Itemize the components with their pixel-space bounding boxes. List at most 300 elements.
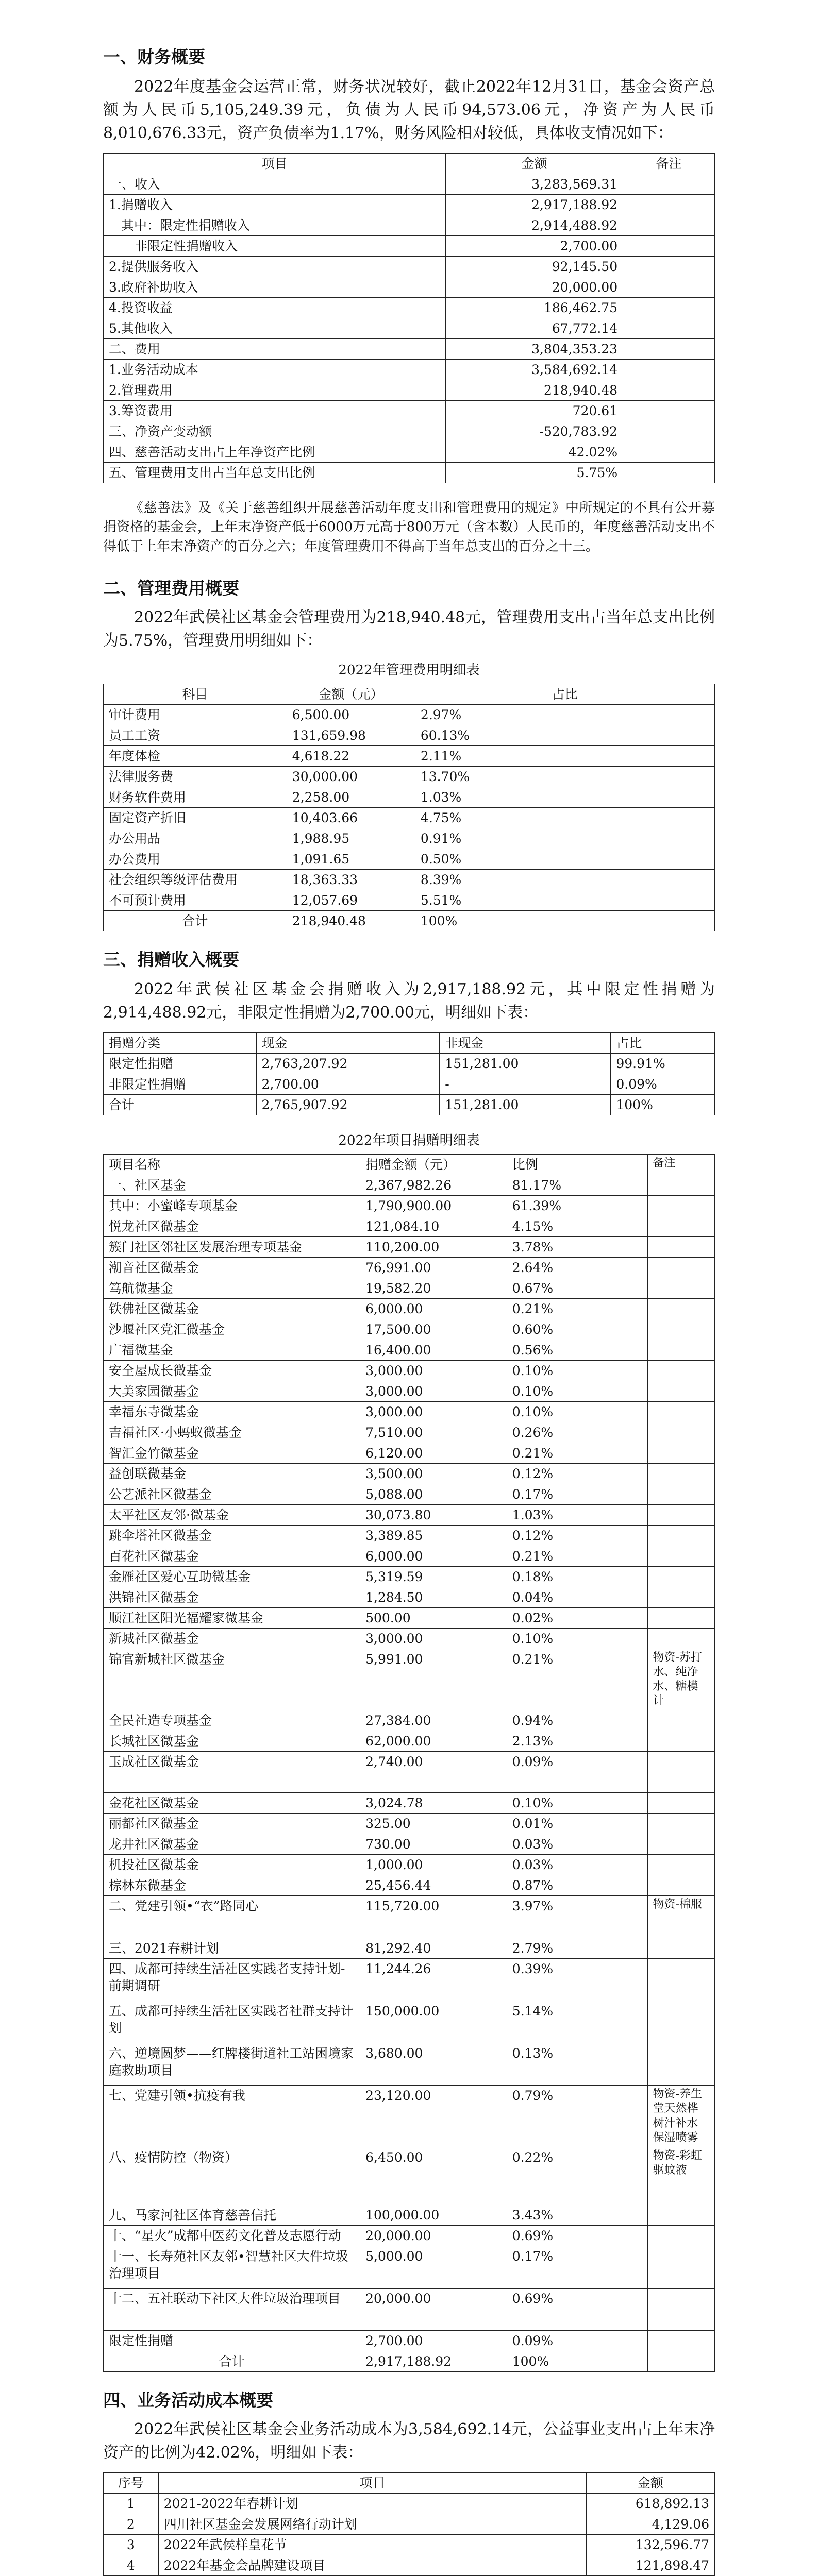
table-cell: 100% [415, 911, 714, 931]
table-row [104, 828, 715, 849]
table-row [104, 318, 715, 338]
table-row [104, 1401, 715, 1422]
column-header: 备注 [623, 153, 715, 174]
table-cell: 6,000.00 [360, 1298, 507, 1319]
table-row [104, 2494, 715, 2514]
table-row [104, 2086, 715, 2147]
table-cell: 81,292.40 [360, 1938, 507, 1959]
mgmt-paragraph: 2022年武侯社区基金会管理费用为218,940.48元，管理费用支出占当年总支出比例为5.75%，管理费用明细如下： [103, 608, 715, 650]
table-cell: 0.60% [507, 1319, 647, 1340]
table-cell: 2021-2022年春耕计划 [158, 2494, 586, 2514]
table-cell: 0.79% [507, 2086, 647, 2147]
table-cell: 25,456.44 [360, 1875, 507, 1896]
business-cost-table [103, 2472, 715, 2576]
column-header: 现金 [256, 1032, 440, 1053]
table-cell: 幸福东寺微基金 [104, 1401, 360, 1422]
table-cell [647, 1587, 714, 1607]
table-row [104, 2147, 715, 2205]
table-cell [647, 1855, 714, 1875]
table-cell: 99.91% [611, 1053, 715, 1074]
table-cell [623, 318, 715, 338]
table-cell [647, 1484, 714, 1504]
table-cell: 2,917,188.92 [446, 194, 623, 215]
table-row [104, 2225, 715, 2246]
table-cell: 2,700.00 [360, 2330, 507, 2351]
column-header: 项目 [104, 153, 446, 174]
table-cell: 0.09% [507, 2330, 647, 2351]
table-row [104, 1607, 715, 1628]
table-row [104, 1896, 715, 1938]
table-cell: 0.12% [507, 1525, 647, 1546]
table-row [104, 2555, 715, 2576]
table-cell: 物资-棉服 [647, 1896, 714, 1938]
table-cell: 62,000.00 [360, 1731, 507, 1752]
table-cell: 其中：小蜜峰专项基金 [104, 1195, 360, 1216]
table-cell: 151,281.00 [440, 1094, 611, 1115]
table-cell: 0.09% [611, 1074, 715, 1094]
table-cell: 5,000.00 [360, 2246, 507, 2288]
table-cell: 150,000.00 [360, 2001, 507, 2043]
table-cell: 23,120.00 [360, 2086, 507, 2147]
table-row [104, 256, 715, 277]
table-cell: 186,462.75 [446, 297, 623, 318]
table-cell: 笃航微基金 [104, 1278, 360, 1298]
table-cell [647, 1566, 714, 1587]
table-cell: 十一、长寿苑社区友邻•智慧社区大件垃圾治理项目 [104, 2246, 360, 2288]
table-cell: 丽都社区微基金 [104, 1814, 360, 1834]
table-row [104, 1814, 715, 1834]
table-cell: 6,450.00 [360, 2147, 507, 2205]
table-cell [647, 1628, 714, 1649]
table-row [104, 1278, 715, 1298]
table-cell: 3.97% [507, 1896, 647, 1938]
table-cell: 年度体检 [104, 746, 287, 767]
table-cell: 0.10% [507, 1381, 647, 1401]
table-row [104, 215, 715, 235]
table-row [104, 1340, 715, 1360]
table-cell: 七、党建引领•抗疫有我 [104, 2086, 360, 2147]
table-cell [647, 1463, 714, 1484]
table-cell: 益创联微基金 [104, 1463, 360, 1484]
business-heading: 四、业务活动成本概要 [103, 2389, 273, 2410]
table-row [104, 2351, 715, 2371]
table-cell: 0.69% [507, 2288, 647, 2330]
table-cell [647, 1607, 714, 1628]
table-cell [647, 2330, 714, 2351]
table-cell: 铁佛社区微基金 [104, 1298, 360, 1319]
table-cell [507, 1772, 647, 1793]
table-cell: 1,790,900.00 [360, 1195, 507, 1216]
table-cell: 1,091.65 [287, 849, 415, 870]
table-cell: 2.11% [415, 746, 714, 767]
table-cell [647, 2225, 714, 2246]
column-header: 金额 [586, 2473, 714, 2494]
table-cell: 办公费用 [104, 849, 287, 870]
table-row [104, 1628, 715, 1649]
table-cell: 2.13% [507, 1731, 647, 1752]
table-cell: 四川社区基金会发展网络行动计划 [158, 2514, 586, 2535]
table-cell: 2022年武侯样皇花节 [158, 2535, 586, 2555]
table-cell [623, 421, 715, 442]
table-cell: 6,000.00 [360, 1546, 507, 1566]
table-row [104, 400, 715, 421]
table-cell [647, 1175, 714, 1195]
table-cell: 1,284.50 [360, 1587, 507, 1607]
table-cell: 3,804,353.23 [446, 338, 623, 359]
table-row [104, 1381, 715, 1401]
table-cell [647, 1731, 714, 1752]
table-cell [623, 359, 715, 380]
table-row [104, 2330, 715, 2351]
donation-heading: 三、捐赠收入概要 [103, 950, 239, 970]
table-row [104, 2043, 715, 2086]
table-cell [623, 400, 715, 421]
table-cell: 2,763,207.92 [256, 1053, 440, 1074]
table-cell: 0.04% [507, 1587, 647, 1607]
table-cell: 2.97% [415, 705, 714, 725]
table-cell: 龙井社区微基金 [104, 1834, 360, 1855]
table-cell: 20,000.00 [446, 277, 623, 297]
table-cell: 2,700.00 [446, 235, 623, 256]
table-cell [647, 1298, 714, 1319]
column-header: 项目名称 [104, 1154, 360, 1175]
table-row [104, 1731, 715, 1752]
table-cell: 1,988.95 [287, 828, 415, 849]
table-row [104, 2246, 715, 2288]
project-donation-table [103, 1154, 715, 2372]
table-cell: 0.10% [507, 1360, 647, 1381]
table-cell: 四、慈善活动支出占上年净资产比例 [104, 442, 446, 462]
table-cell: 4.15% [507, 1216, 647, 1236]
table-row [104, 1855, 715, 1875]
table-cell: 审计费用 [104, 705, 287, 725]
table-row [104, 890, 715, 911]
table-cell: 132,596.77 [586, 2535, 714, 2555]
table-row [104, 746, 715, 767]
table-cell [647, 1257, 714, 1278]
table-row [104, 462, 715, 483]
table-row [104, 1053, 715, 1074]
table-cell: 20,000.00 [360, 2225, 507, 2246]
table-cell: 4.投资收益 [104, 297, 446, 318]
table-cell: 3.政府补助收入 [104, 277, 446, 297]
table-cell: 0.39% [507, 1959, 647, 2001]
table-cell: 2.提供服务收入 [104, 256, 446, 277]
table-cell: 10,403.66 [287, 808, 415, 828]
table-cell: 2.79% [507, 1938, 647, 1959]
table-cell: 全民社造专项基金 [104, 1710, 360, 1731]
table-cell [647, 1278, 714, 1298]
table-cell: 3,500.00 [360, 1463, 507, 1484]
regulation-note: 《慈善法》及《关于慈善组织开展慈善活动年度支出和管理费用的规定》中所规定的不具有公开募捐资格的基金会，上年末净资产低于6000万元高于800万元（含本数）人民币的，年度慈善活动支出不得低于上年末净资产的百分之六；年度管理费用不得高于当年总支出的百分之十三。 [103, 500, 715, 554]
table-cell: 机投社区微基金 [104, 1855, 360, 1875]
table-cell: 0.91% [415, 828, 714, 849]
table-cell: 4.75% [415, 808, 714, 828]
table-cell: 3,584,692.14 [446, 359, 623, 380]
table-cell: 0.01% [507, 1814, 647, 1834]
table-row [104, 1834, 715, 1855]
table-cell: 社会组织等级评估费用 [104, 870, 287, 890]
column-header: 非现金 [440, 1032, 611, 1053]
table-cell [647, 1959, 714, 2001]
table-cell: 3,000.00 [360, 1628, 507, 1649]
table-row [104, 1175, 715, 1195]
table-cell: 618,892.13 [586, 2494, 714, 2514]
mgmt-heading: 二、管理费用概要 [103, 578, 239, 598]
table-row [104, 1074, 715, 1094]
table-cell: 六、逆境圆梦——红牌楼街道社工站困境家庭救助项目 [104, 2043, 360, 2086]
table-cell [647, 1772, 714, 1793]
table-cell [623, 462, 715, 483]
table-cell: 悦龙社区微基金 [104, 1216, 360, 1236]
table-cell: 100,000.00 [360, 2205, 507, 2225]
table-cell [647, 1875, 714, 1896]
table-cell: 其中：限定性捐赠收入 [104, 215, 446, 235]
table-row [104, 194, 715, 215]
table-cell: 簇门社区邻社区发展治理专项基金 [104, 1236, 360, 1257]
table-cell: 3,024.78 [360, 1793, 507, 1814]
table-cell [647, 1216, 714, 1236]
table-row [104, 1938, 715, 1959]
table-cell: 0.03% [507, 1834, 647, 1855]
table-cell: 跳伞塔社区微基金 [104, 1525, 360, 1546]
business-paragraph: 2022年武侯社区基金会业务活动成本为3,584,692.14元，公益事业支出占上年末净资产的比例为42.02%，明细如下表： [103, 2420, 715, 2462]
column-header: 科目 [104, 684, 287, 705]
table-cell: 棕林东微基金 [104, 1875, 360, 1896]
table-header-row [104, 153, 715, 174]
table-cell: 五、管理费用支出占当年总支出比例 [104, 462, 446, 483]
table-row [104, 1319, 715, 1340]
table-cell: 九、马家河社区体育慈善信托 [104, 2205, 360, 2225]
table-cell: 0.02% [507, 1607, 647, 1628]
table-cell: 1.捐赠收入 [104, 194, 446, 215]
table-cell: 一、社区基金 [104, 1175, 360, 1195]
table-cell: 11,244.26 [360, 1959, 507, 2001]
table-cell [360, 1772, 507, 1793]
table-cell: 大美家园微基金 [104, 1381, 360, 1401]
table-cell: 0.12% [507, 1463, 647, 1484]
table-cell [623, 297, 715, 318]
table-cell: 5,991.00 [360, 1649, 507, 1710]
table-cell [623, 215, 715, 235]
table-cell: 6,120.00 [360, 1443, 507, 1463]
column-header: 金额（元） [287, 684, 415, 705]
table-row [104, 767, 715, 787]
table-cell: 5.75% [446, 462, 623, 483]
table-cell [647, 1401, 714, 1422]
table-cell [647, 2288, 714, 2330]
table-row [104, 1710, 715, 1731]
table-row [104, 1298, 715, 1319]
table-row [104, 1793, 715, 1814]
table-cell: 3,283,569.31 [446, 174, 623, 194]
finance-heading: 一、财务概要 [103, 47, 205, 67]
table-cell: 1.业务活动成本 [104, 359, 446, 380]
table-cell: 百花社区微基金 [104, 1546, 360, 1566]
table-cell [647, 1546, 714, 1566]
table-cell: 吉福社区·小蚂蚁微基金 [104, 1422, 360, 1443]
table-cell: 金花社区微基金 [104, 1793, 360, 1814]
table-cell: 二、费用 [104, 338, 446, 359]
table-cell: 员工工资 [104, 725, 287, 746]
donation-paragraph: 2022年武侯社区基金会捐赠收入为2,917,188.92元，其中限定性捐赠为2,914,488.92元，非限定性捐赠为2,700.00元，明细如下表： [103, 980, 715, 1022]
table-cell: - [440, 1074, 611, 1094]
table-cell [647, 1195, 714, 1216]
column-header: 捐赠分类 [104, 1032, 257, 1053]
table-cell: 0.21% [507, 1443, 647, 1463]
table-cell: 6,500.00 [287, 705, 415, 725]
table-row [104, 2205, 715, 2225]
table-cell [647, 2205, 714, 2225]
table-row [104, 705, 715, 725]
table-cell: 4 [104, 2555, 159, 2576]
project-table-caption: 2022年项目捐赠明细表 [338, 1132, 480, 1148]
table-cell: 四、成都可持续生活社区实践者支持计划-前期调研 [104, 1959, 360, 2001]
table-cell: 非限定性捐赠收入 [104, 235, 446, 256]
table-cell: 1,000.00 [360, 1855, 507, 1875]
table-cell: 60.13% [415, 725, 714, 746]
table-cell: 十、“星火”成都中医药文化普及志愿行动 [104, 2225, 360, 2246]
table-cell [647, 1443, 714, 1463]
table-cell: 0.26% [507, 1422, 647, 1443]
table-row [104, 277, 715, 297]
table-row [104, 1463, 715, 1484]
table-cell [647, 2043, 714, 2086]
table-cell: 新城社区微基金 [104, 1628, 360, 1649]
table-row [104, 808, 715, 828]
table-cell: 2.管理费用 [104, 380, 446, 400]
table-cell [623, 338, 715, 359]
table-cell: -520,783.92 [446, 421, 623, 442]
table-row [104, 1484, 715, 1504]
table-cell: 0.17% [507, 2246, 647, 2288]
table-cell: 5.14% [507, 2001, 647, 2043]
donation-table [103, 1032, 715, 1115]
table-cell: 1.03% [415, 787, 714, 808]
table-cell [647, 1504, 714, 1525]
table-row [104, 1236, 715, 1257]
table-cell: 5.其他收入 [104, 318, 446, 338]
table-cell [647, 2351, 714, 2371]
table-cell: 30,000.00 [287, 767, 415, 787]
table-cell: 67,772.14 [446, 318, 623, 338]
table-cell: 720.61 [446, 400, 623, 421]
table-row [104, 297, 715, 318]
table-cell: 5,088.00 [360, 1484, 507, 1504]
table-row [104, 1566, 715, 1587]
table-row [104, 911, 715, 931]
table-cell: 121,898.47 [586, 2555, 714, 2576]
table-cell: 财务软件费用 [104, 787, 287, 808]
table-cell: 110,200.00 [360, 1236, 507, 1257]
table-cell: 7,510.00 [360, 1422, 507, 1443]
table-cell: 8.39% [415, 870, 714, 890]
table-cell: 20,000.00 [360, 2288, 507, 2330]
column-header: 捐赠金额（元） [360, 1154, 507, 1175]
table-cell: 金雁社区爱心互助微基金 [104, 1566, 360, 1587]
table-cell: 2,367,982.26 [360, 1175, 507, 1195]
column-header: 备注 [647, 1154, 714, 1175]
table-row [104, 442, 715, 462]
table-cell: 0.50% [415, 849, 714, 870]
table-header-row [104, 2473, 715, 2494]
table-row [104, 1422, 715, 1443]
table-cell: 0.21% [507, 1546, 647, 1566]
table-row [104, 1504, 715, 1525]
table-header-row [104, 1032, 715, 1053]
table-cell: 0.03% [507, 1855, 647, 1875]
table-cell: 0.94% [507, 1710, 647, 1731]
table-cell: 3 [104, 2535, 159, 2555]
table-cell [647, 1938, 714, 1959]
table-cell: 2,700.00 [256, 1074, 440, 1094]
table-cell [647, 2246, 714, 2288]
table-cell [647, 1236, 714, 1257]
table-row [104, 2001, 715, 2043]
table-cell: 0.22% [507, 2147, 647, 2205]
table-cell: 30,073.80 [360, 1504, 507, 1525]
table-cell: 合计 [104, 2351, 360, 2371]
table-cell: 五、成都可持续生活社区实践者社群支持计划 [104, 2001, 360, 2043]
table-cell: 限定性捐赠 [104, 1053, 257, 1074]
table-cell: 2.64% [507, 1257, 647, 1278]
table-cell: 3,000.00 [360, 1381, 507, 1401]
table-header-row [104, 1154, 715, 1175]
table-cell [647, 1381, 714, 1401]
table-cell: 0.21% [507, 1649, 647, 1710]
table-cell [623, 256, 715, 277]
table-cell: 27,384.00 [360, 1710, 507, 1731]
table-cell: 三、净资产变动额 [104, 421, 446, 442]
table-cell [647, 1710, 714, 1731]
table-cell: 2,917,188.92 [360, 2351, 507, 2371]
table-row [104, 725, 715, 746]
table-row [104, 235, 715, 256]
table-cell: 218,940.48 [287, 911, 415, 931]
table-cell: 合计 [104, 1094, 257, 1115]
table-row [104, 1443, 715, 1463]
table-row [104, 1094, 715, 1115]
table-cell: 2,765,907.92 [256, 1094, 440, 1115]
table-cell: 61.39% [507, 1195, 647, 1216]
table-cell: 顺江社区阳光福耀家微基金 [104, 1607, 360, 1628]
table-cell: 非限定性捐赠 [104, 1074, 257, 1094]
table-cell [647, 1340, 714, 1360]
table-row [104, 1360, 715, 1381]
table-cell: 办公用品 [104, 828, 287, 849]
table-cell: 2,258.00 [287, 787, 415, 808]
table-row [104, 2514, 715, 2535]
table-cell [623, 442, 715, 462]
table-cell: 物资-苏打水、纯净水、糖模计 [647, 1649, 714, 1710]
table-cell: 物资-彩虹驱蚊液 [647, 2147, 714, 2205]
table-cell [647, 1834, 714, 1855]
table-cell: 13.70% [415, 767, 714, 787]
table-cell: 0.56% [507, 1340, 647, 1360]
table-cell: 131,659.98 [287, 725, 415, 746]
table-cell: 物资-养生堂天然桦树汁补水保湿喷雾 [647, 2086, 714, 2147]
table-cell: 0.21% [507, 1298, 647, 1319]
finance-paragraph: 2022年度基金会运营正常，财务状况较好，截止2022年12月31日，基金会资产总额为人民币5,105,249.39元，负债为人民币94,573.06元，净资产为人民币8,010,676.33元，资产负债率为1.17%，财务风险相对较低，具体收支情况如下： [103, 77, 715, 142]
table-cell: 洪锦社区微基金 [104, 1587, 360, 1607]
table-cell [647, 1814, 714, 1834]
table-cell [623, 194, 715, 215]
column-header: 金额 [446, 153, 623, 174]
table-cell: 115,720.00 [360, 1896, 507, 1938]
table-cell: 3,000.00 [360, 1401, 507, 1422]
table-cell: 121,084.10 [360, 1216, 507, 1236]
table-cell: 0.13% [507, 2043, 647, 2086]
